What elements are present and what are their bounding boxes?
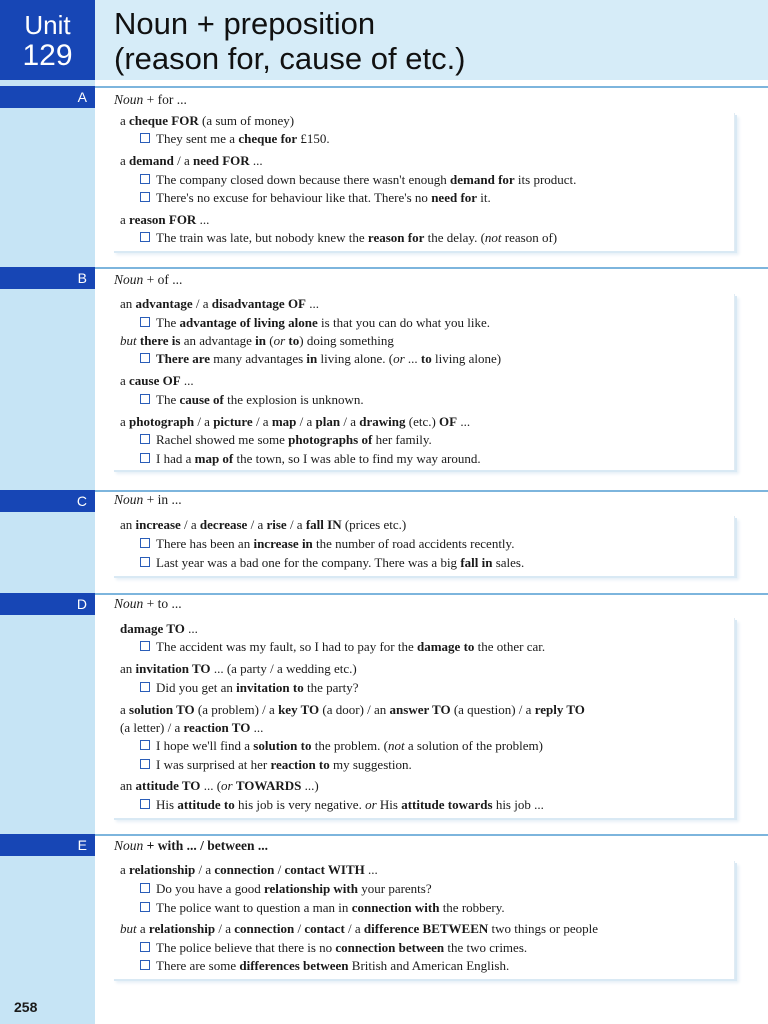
section-label-e: E	[0, 834, 95, 856]
checkbox-bullet-icon	[140, 538, 150, 548]
unit-badge	[0, 0, 95, 80]
checkbox-bullet-icon	[140, 942, 150, 952]
section-label-a: A	[0, 86, 95, 108]
checkbox-bullet-icon	[140, 453, 150, 463]
section-label-b: B	[0, 267, 95, 289]
entry-d3-line1: a solution TO (a problem) / a key TO (a door) / an answer TO (a question) / a reply TO	[120, 702, 585, 717]
section-divider-e	[95, 834, 768, 836]
entry-b3: a cause OF ...	[120, 373, 194, 388]
entry-b1: an advantage / a disadvantage OF ...	[120, 296, 319, 311]
entry-d4: an attitude TO ... (or TOWARDS ...)	[120, 778, 319, 793]
entry-b4: a photograph / a picture / a map / a plan / a drawing (etc.) OF ...	[120, 414, 471, 429]
checkbox-bullet-icon	[140, 759, 150, 769]
unit-number: 129	[22, 39, 73, 72]
checkbox-bullet-icon	[140, 799, 150, 809]
section-heading-a: Noun + for ...	[114, 92, 187, 107]
example-a1-1: They sent me a cheque for £150.	[140, 131, 330, 147]
section-label-d: D	[0, 593, 95, 615]
example-d3-1: I hope we'll find a solution to the problem. (not a solution of the problem)	[140, 738, 543, 754]
example-c1-1: There has been an increase in the number of road accidents recently.	[140, 536, 514, 552]
example-e2-1: The police believe that there is no connection between the two crimes.	[140, 940, 527, 956]
title-line-2: (reason for, cause of etc.)	[114, 41, 466, 76]
page-title	[114, 6, 466, 76]
entry-d3-line2: (a letter) / a reaction TO ...	[120, 720, 264, 735]
example-b3-1: The cause of the explosion is unknown.	[140, 392, 364, 408]
section-heading-c: Noun + in ...	[114, 492, 182, 507]
checkbox-bullet-icon	[140, 641, 150, 651]
checkbox-bullet-icon	[140, 740, 150, 750]
checkbox-bullet-icon	[140, 192, 150, 202]
page-number: 258	[14, 999, 38, 1015]
checkbox-bullet-icon	[140, 353, 150, 363]
entry-e2: but a relationship / a connection / contact / a difference BETWEEN two things or people	[120, 921, 599, 936]
section-heading-b: Noun + of ...	[114, 272, 183, 287]
example-e1-1: Do you have a good relationship with your parents?	[140, 881, 432, 897]
section-divider-a	[95, 86, 768, 88]
entry-e1: a relationship / a connection / contact WITH ...	[120, 862, 378, 877]
section-divider-d	[95, 593, 768, 595]
checkbox-bullet-icon	[140, 902, 150, 912]
checkbox-bullet-icon	[140, 394, 150, 404]
entry-d1: damage TO ...	[120, 621, 198, 636]
example-a2-1: The company closed down because there wasn't enough demand for its product.	[140, 172, 576, 188]
checkbox-bullet-icon	[140, 317, 150, 327]
example-d3-2: I was surprised at her reaction to my suggestion.	[140, 757, 412, 773]
unit-label: Unit	[24, 10, 71, 40]
example-e2-2: There are some differences between British and American English.	[140, 958, 509, 974]
example-a2-2: There's no excuse for behaviour like that. There's no need for it.	[140, 190, 491, 206]
left-margin-strip	[0, 0, 95, 1024]
section-heading-e: Noun + with ... / between ...	[114, 838, 268, 853]
entry-a2: a demand / a need FOR ...	[120, 153, 263, 168]
entry-b2: but there is an advantage in (or to) doing something	[120, 333, 394, 348]
entry-a3: a reason FOR ...	[120, 212, 210, 227]
entry-c1: an increase / a decrease / a rise / a fall IN (prices etc.)	[120, 517, 407, 532]
title-line-1: Noun + preposition	[114, 6, 376, 41]
section-heading-d: Noun + to ...	[114, 596, 182, 611]
checkbox-bullet-icon	[140, 434, 150, 444]
example-d1-1: The accident was my fault, so I had to pay for the damage to the other car.	[140, 639, 545, 655]
example-d2-1: Did you get an invitation to the party?	[140, 680, 359, 696]
example-e1-2: The police want to question a man in connection with the robbery.	[140, 900, 505, 916]
checkbox-bullet-icon	[140, 174, 150, 184]
checkbox-bullet-icon	[140, 133, 150, 143]
checkbox-bullet-icon	[140, 682, 150, 692]
section-divider-b	[95, 267, 768, 269]
checkbox-bullet-icon	[140, 960, 150, 970]
example-a3-1: The train was late, but nobody knew the reason for the delay. (not reason of)	[140, 230, 557, 246]
entry-a1: a cheque FOR (a sum of money)	[120, 113, 295, 128]
checkbox-bullet-icon	[140, 557, 150, 567]
checkbox-bullet-icon	[140, 883, 150, 893]
checkbox-bullet-icon	[140, 232, 150, 242]
example-b4-1: Rachel showed me some photographs of her family.	[140, 432, 432, 448]
example-c1-2: Last year was a bad one for the company. There was a big fall in sales.	[140, 555, 524, 571]
example-d4-1: His attitude to his job is very negative. or His attitude towards his job ...	[140, 797, 544, 813]
entry-d2: an invitation TO ... (a party / a wedding etc.)	[120, 661, 357, 676]
section-label-c: C	[0, 490, 95, 512]
section-divider-c	[95, 490, 768, 492]
example-b1-1: The advantage of living alone is that you can do what you like.	[140, 315, 490, 331]
example-b2-1: There are many advantages in living alone. (or ... to living alone)	[140, 351, 501, 367]
example-b4-2: I had a map of the town, so I was able to find my way around.	[140, 451, 481, 467]
